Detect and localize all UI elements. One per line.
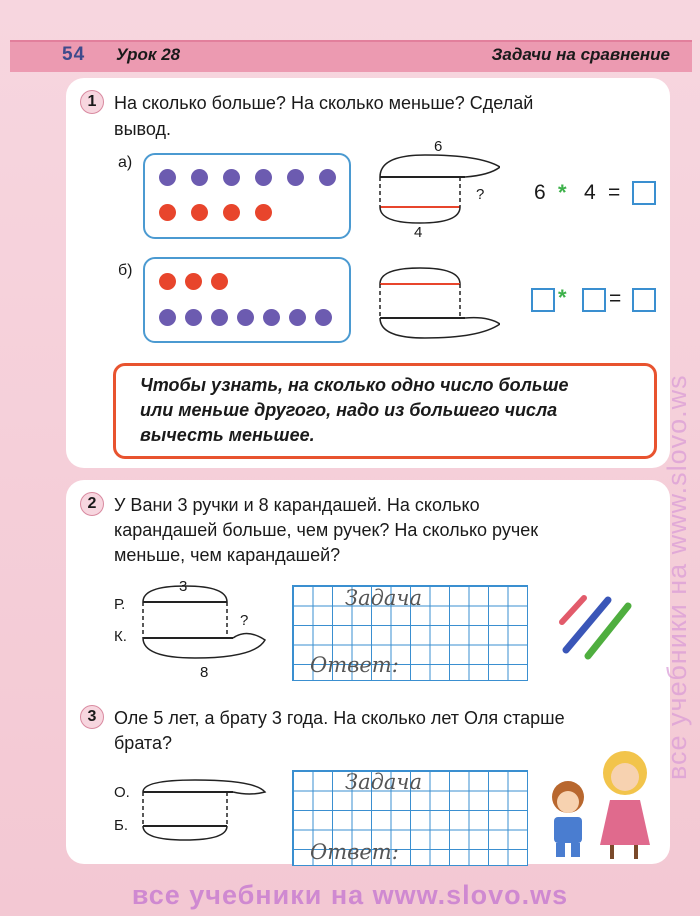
part-a-operator-star: * xyxy=(558,180,567,205)
task3-label-b: Б. xyxy=(114,817,129,834)
blue-dot xyxy=(223,169,240,186)
red-dot xyxy=(191,204,208,221)
part-b-label: б) xyxy=(118,262,133,279)
task2-question-mark: ? xyxy=(240,612,249,629)
part-a-dot-box xyxy=(143,153,351,239)
page-number: 54 xyxy=(62,44,86,65)
part-b-equals: = xyxy=(609,287,622,310)
rule-line-2: или меньше другого, надо из большего числа xyxy=(140,400,558,420)
red-dot xyxy=(255,204,272,221)
task2-text-line1: У Вани 3 ручки и 8 карандашей. На сколько xyxy=(114,495,480,515)
rule-line-3: вычесть меньшее. xyxy=(140,425,315,445)
red-dot xyxy=(159,204,176,221)
part-a-bottom-value: 4 xyxy=(414,224,423,241)
task2-number: 2 xyxy=(80,492,104,516)
task3-text-line2: брата? xyxy=(114,733,172,753)
side-watermark: все учебники на www.slovo.ws xyxy=(662,374,692,780)
topic-title: Задачи на сравнение xyxy=(491,45,670,64)
task3-number: 3 xyxy=(80,705,104,729)
task2-label-k: К. xyxy=(114,628,127,645)
task3-label-o: О. xyxy=(114,784,130,801)
blue-dot xyxy=(255,169,272,186)
part-a-eq-right: 4 xyxy=(584,181,596,204)
part-a-top-value: 6 xyxy=(434,138,443,155)
blue-dot xyxy=(263,309,280,326)
red-dot xyxy=(185,273,202,290)
rule-line-1: Чтобы узнать, на сколько одно число больше xyxy=(140,375,569,395)
blue-dot xyxy=(185,309,202,326)
footer-watermark: все учебники на www.slovo.ws xyxy=(131,880,569,910)
part-b-right-box[interactable] xyxy=(582,288,606,312)
task3-grid-title: Задача xyxy=(345,770,423,794)
blue-dot xyxy=(237,309,254,326)
part-b-operator-star: * xyxy=(558,285,567,310)
part-b-answer-box[interactable] xyxy=(632,288,656,312)
part-a-question-mark: ? xyxy=(476,186,485,203)
blue-dot xyxy=(211,309,228,326)
blue-dot xyxy=(315,309,332,326)
task3-grid-answer: Ответ: xyxy=(310,840,399,864)
task1-text-line2: вывод. xyxy=(114,119,171,139)
task2-text-line3: меньше, чем карандашей? xyxy=(114,545,341,565)
task2-grid-title: Задача xyxy=(345,586,423,610)
part-b-left-box[interactable] xyxy=(531,288,555,312)
blue-dot xyxy=(159,309,176,326)
task2-label-r: Р. xyxy=(114,596,126,613)
part-b-dot-box xyxy=(143,257,351,343)
red-dot xyxy=(159,273,176,290)
blue-dot xyxy=(319,169,336,186)
part-a-answer-box[interactable] xyxy=(632,181,656,205)
task2-grid-answer: Ответ: xyxy=(310,653,399,677)
task3-segment-diagram xyxy=(135,772,270,852)
red-dot xyxy=(211,273,228,290)
pencils-illustration xyxy=(556,592,636,666)
blue-dot xyxy=(159,169,176,186)
task2-bottom-value: 8 xyxy=(200,664,209,681)
part-a-equals: = xyxy=(608,181,621,204)
blue-dot xyxy=(289,309,306,326)
part-a-eq-left: 6 xyxy=(534,181,546,204)
task2-top-value: 3 xyxy=(179,578,188,595)
blue-dot xyxy=(191,169,208,186)
task3-text-line1: Оле 5 лет, а брату 3 года. На сколько лет Оля старше xyxy=(114,708,565,728)
task1-text-line1: На сколько больше? На сколько меньше? Сделай xyxy=(114,93,534,113)
blue-dot xyxy=(287,169,304,186)
children-illustration xyxy=(540,745,660,865)
task2-text-line2: карандашей больше, чем ручек? На сколько ручек xyxy=(114,520,539,540)
red-dot xyxy=(223,204,240,221)
task2-segment-diagram xyxy=(135,578,270,678)
part-b-segment-diagram xyxy=(370,258,500,348)
part-a-label: а) xyxy=(118,154,133,171)
task1-number: 1 xyxy=(80,90,104,114)
lesson-title: Урок 28 xyxy=(116,45,181,64)
